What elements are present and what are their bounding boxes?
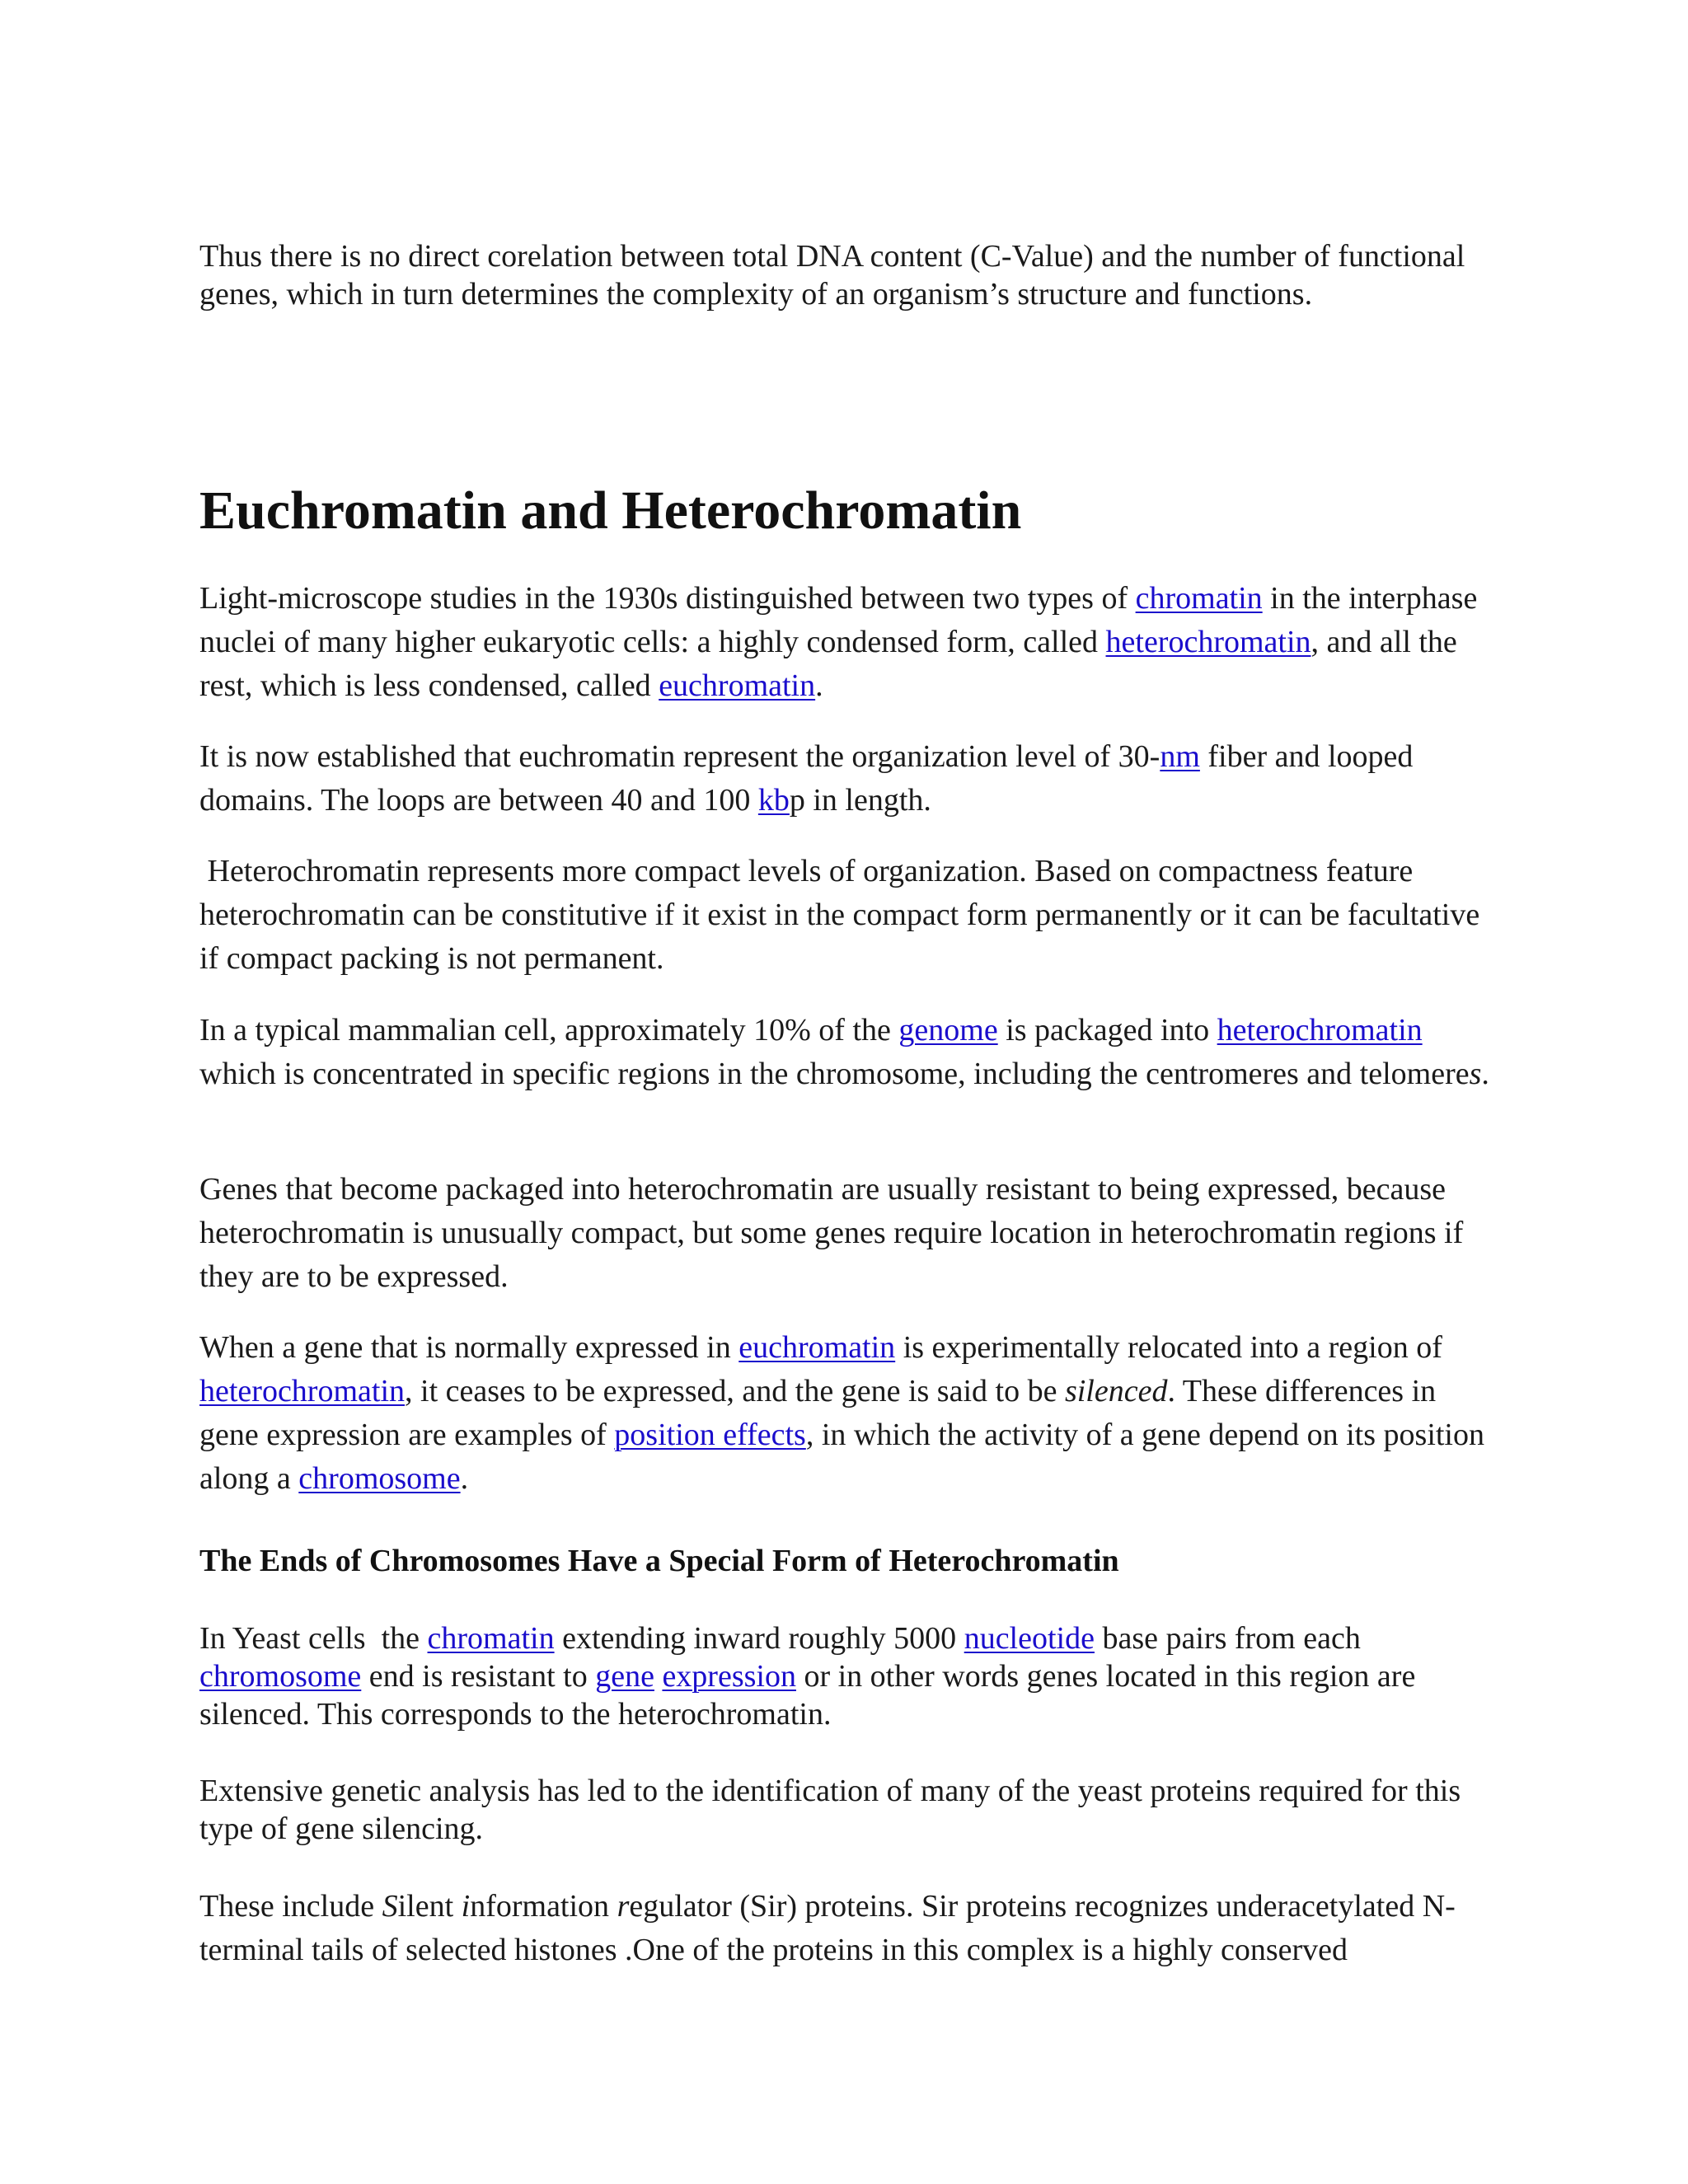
text-span xyxy=(654,1659,663,1694)
text-span: Light-microscope studies in the 1930s distinguished between two types of xyxy=(199,581,1136,616)
paragraph-sir-proteins xyxy=(199,1885,1502,1972)
link-chromosome[interactable]: chromosome xyxy=(199,1659,362,1694)
text-span: , in which the activity of a gene depend on its position along a xyxy=(199,1418,1484,1496)
italic-text: s xyxy=(1469,1057,1482,1091)
text-span: fiber and looped domains. The loops are between 40 and 100 xyxy=(199,739,1414,818)
text-span: extending inward roughly 5000 xyxy=(554,1621,964,1656)
text-span: Heterochromatin represents more compact levels of organization. Based on compactness feature heterochromatin can be constitutive if it exist in the compact form permanently or it can be facultative if compact packing is not permanent. xyxy=(199,854,1488,976)
link-heterochromatin[interactable]: heterochromatin xyxy=(1105,625,1311,659)
section-heading: Euchromatin and Heterochromatin xyxy=(199,480,1022,541)
text-span: . xyxy=(460,1461,469,1496)
text-span: is packaged into xyxy=(997,1013,1217,1047)
subsection-heading: The Ends of Chromosomes Have a Special Form of Heterochromatin xyxy=(199,1544,1119,1578)
link-chromatin[interactable]: chromatin xyxy=(427,1621,555,1656)
paragraph-genetic-analysis xyxy=(199,1772,1502,1848)
link-gene[interactable]: gene xyxy=(595,1659,654,1694)
intro-text: Thus there is no direct corelation between total DNA content (C-Value) and the number of functional genes, which in turn determines the complexity of an organism’s structure and functions. xyxy=(199,239,1465,312)
paragraph-euchromatin-organization xyxy=(199,735,1502,823)
text-span: . xyxy=(1481,1057,1489,1091)
text-span: Extensive genetic analysis has led to the identification of many of the yeast proteins required for this type of gene silencing. xyxy=(199,1774,1461,1846)
link-kb[interactable]: kb xyxy=(757,783,790,818)
link-nucleotide[interactable]: nucleotide xyxy=(964,1621,1095,1656)
text-span: nformation xyxy=(470,1889,617,1924)
text-span: egulator (Sir) proteins. Sir proteins recognizes underacetylated N-terminal tails of selected histones .One of the proteins in this complex is a highly conserved xyxy=(199,1889,1456,1967)
paragraph-gene-expression xyxy=(199,1168,1502,1299)
text-span: or in other words genes located in this region are silenced. This corresponds to the heterochromatin. xyxy=(199,1659,1416,1732)
text-span: in the interphase nuclei of many higher eukaryotic cells: a highly condensed form, called xyxy=(199,581,1478,659)
paragraph-heterochromatin-compactness xyxy=(199,850,1502,981)
link-heterochromatin[interactable]: heterochromatin xyxy=(1217,1013,1423,1047)
italic-text: r xyxy=(617,1889,630,1924)
link-expression[interactable]: expression xyxy=(662,1659,796,1694)
text-span: end is resistant to xyxy=(361,1659,596,1694)
text-span: p in length. xyxy=(789,783,931,818)
text-span: In a typical mammalian cell, approximately 10% of the xyxy=(199,1013,899,1047)
text-span: . These differences in gene expression are examples of xyxy=(199,1374,1437,1452)
italic-text: S xyxy=(382,1889,398,1924)
text-span: , and all the rest, which is less condensed, called xyxy=(199,625,1457,703)
link-nm[interactable]: nm xyxy=(1160,739,1200,774)
text-span: which is concentrated in specific regions in the chromosome, including the centromeres and telomere xyxy=(199,1013,1470,1091)
text-span: These include xyxy=(199,1889,382,1924)
italic-text: i xyxy=(461,1889,471,1924)
paragraph-chromatin-types xyxy=(199,577,1502,708)
text-span: ilent xyxy=(397,1889,462,1924)
text-span: , it ceases to be expressed, and the gene is said to be xyxy=(405,1374,1065,1408)
link-position-effects[interactable]: position effects xyxy=(614,1418,806,1452)
link-heterochromatin[interactable]: heterochromatin xyxy=(199,1374,406,1408)
text-span: base pairs from each xyxy=(1094,1621,1361,1656)
link-chromatin[interactable]: chromatin xyxy=(1135,581,1263,616)
paragraph-mammalian-cell xyxy=(199,1009,1502,1096)
text-span: In Yeast cells the xyxy=(199,1621,428,1656)
link-genome[interactable]: genome xyxy=(898,1013,998,1047)
text-span: . xyxy=(815,668,823,703)
link-euchromatin[interactable]: euchromatin xyxy=(659,668,816,703)
text-span: Genes that become packaged into heterochromatin are usually resistant to being expressed, because heterochromatin is unusually compact, but some genes require location in heterochromatin regions if they are to be expressed. xyxy=(199,1172,1464,1294)
intro-paragraph xyxy=(199,237,1502,313)
text-span: is experimentally relocated into a region of xyxy=(895,1330,1442,1365)
paragraph-position-effects xyxy=(199,1326,1502,1501)
italic-text: silenced xyxy=(1064,1374,1168,1408)
link-chromosome[interactable]: chromosome xyxy=(298,1461,461,1496)
text-span: When a gene that is normally expressed in xyxy=(199,1330,739,1365)
text-span: It is now established that euchromatin represent the organization level of 30- xyxy=(199,739,1160,774)
paragraph-yeast-cells xyxy=(199,1619,1502,1733)
link-euchromatin[interactable]: euchromatin xyxy=(738,1330,896,1365)
